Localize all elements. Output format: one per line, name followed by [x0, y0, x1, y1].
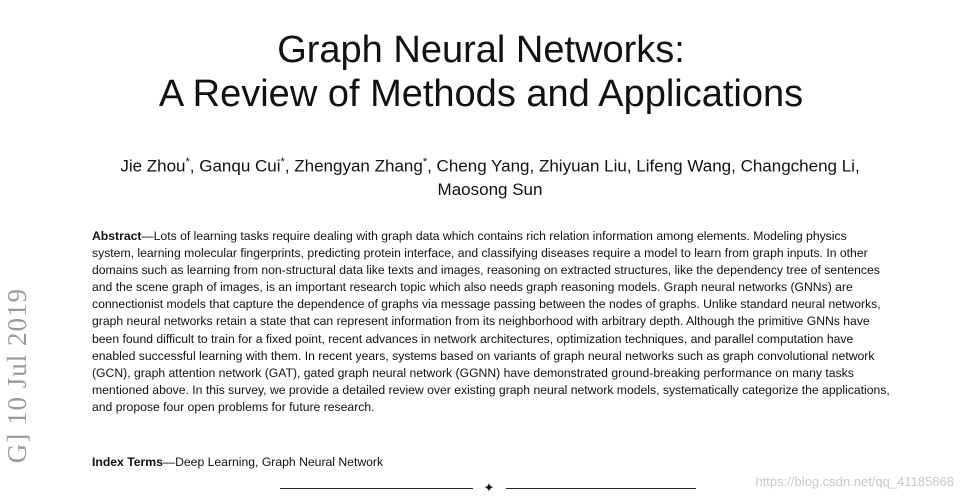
author: Changcheng Li [740, 156, 855, 176]
section-divider-right [506, 488, 696, 489]
diamond-ornament-icon: ✦ [483, 480, 495, 495]
author-list: Jie Zhou*, Ganqu Cui*, Zhengyan Zhang*, Cheng Yang, Zhiyuan Liu, Lifeng Wang, Changcheng Li, Maosong Sun [120, 156, 860, 199]
author: Jie Zhou [120, 156, 186, 176]
abstract [92, 228, 892, 416]
paper-title [0, 28, 962, 116]
abstract-label: Abstract [92, 229, 142, 243]
abstract-text: —Lots of learning tasks require dealing with graph data which contains rich relation information among elements. Modeling physics system, learning molecular fingerprints, predicting protein interface, and classifying diseases require a model to learn from graph inputs. In other domains such as learning from non-structural data like texts and images, reasoning on extracted structures, like the dependency tree of sentences and the scene graph of images, is an important research topic which also needs graph reasoning models. Graph neural networks (GNNs) are connectionist models that capture the dependence of graphs via message passing between the nodes of graphs. Unlike standard neural networks, graph neural networks retain a state that can represent information from its neighborhood with arbitrary depth. Although the primitive GNNs have been found difficult to train for a fixed point, recent advances in network architectures, optimization techniques, and parallel computation have enabled successful learning with them. In recent years, systems based on variants of graph neural networks such as graph convolutional network (GCN), graph attention network (GAT), gated graph neural network (GGNN) have demonstrated ground-breaking performance on many tasks mentioned above. In this survey, we provide a detailed review over existing graph neural network models, systematically categorize the applications, and propose four open problems for future research. [92, 229, 890, 414]
author: Ganqu Cui [199, 156, 281, 176]
equal-contribution-mark: * [185, 156, 190, 168]
index-terms-text: —Deep Learning, Graph Neural Network [162, 455, 384, 469]
arxiv-margin-stamp: G] 10 Jul 2019 [2, 288, 32, 464]
author: Maosong Sun [437, 179, 543, 199]
index-terms [92, 454, 892, 471]
author: Cheng Yang [436, 156, 530, 176]
index-terms-label: Index Terms [92, 455, 163, 469]
equal-contribution-mark: * [280, 156, 285, 168]
paper-title-line1: Graph Neural Networks: [277, 29, 685, 71]
author: Zhiyuan Liu [538, 156, 627, 176]
equal-contribution-mark: * [422, 156, 428, 168]
author: Lifeng Wang [636, 156, 732, 176]
author: Zhengyan Zhang [294, 156, 423, 176]
paper-title-line2: A Review of Methods and Applications [158, 73, 804, 115]
section-divider-left [280, 488, 473, 489]
source-watermark: https://blog.csdn.net/qq_41185868 [755, 474, 954, 489]
